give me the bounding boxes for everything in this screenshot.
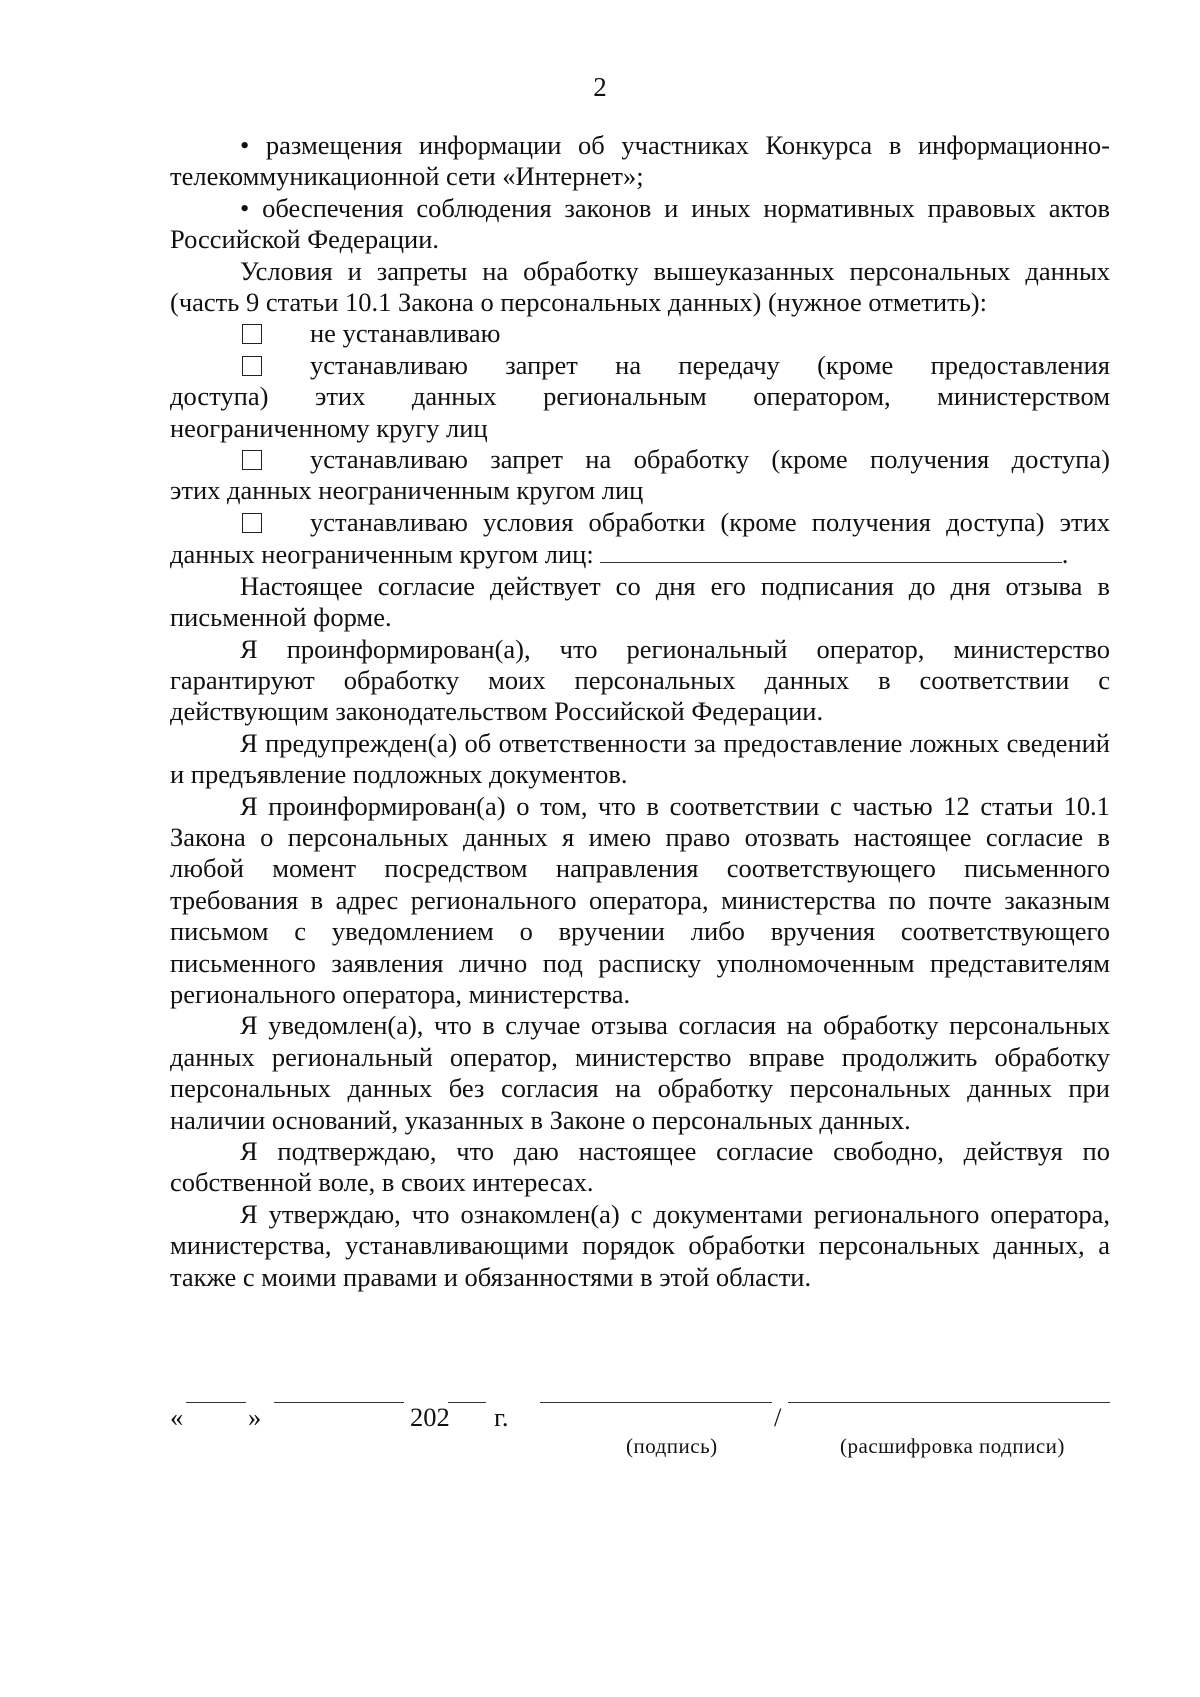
conditions-fill-line[interactable] xyxy=(600,538,1062,563)
option-transfer-ban-label-line2: доступа) этих данных региональным оператором, министерством xyxy=(170,381,1110,412)
signature-decoding-caption: (расшифровка подписи) xyxy=(840,1434,1065,1458)
date-year-prefix: 202 xyxy=(410,1402,450,1432)
paragraph-guarantee: Я проинформирован(а), что региональный оператор, министерство гарантируют обработку моих персональных данных в соответствии с действующим законодательством Российской Федерации. xyxy=(170,633,1110,727)
signature-caption: (подпись) xyxy=(626,1434,718,1458)
date-year-suffix: г. xyxy=(494,1402,509,1432)
paragraph-validity: Настоящее согласие действует со дня его подписания до дня отзыва в письменной форме. xyxy=(170,570,1110,633)
paragraph-purpose-1: • размещения информации об участниках Конкурса в информационно-телекоммуникационной сети «Интернет»; xyxy=(170,130,1110,192)
checkbox-processing-conditions[interactable] xyxy=(242,513,262,533)
option-not-set xyxy=(170,318,1110,349)
signature-slash: / xyxy=(774,1402,782,1432)
date-quote-open: « xyxy=(170,1402,184,1432)
option-processing-ban-label-line2: этих данных неограниченным кругом лиц xyxy=(170,475,644,506)
signature-decoding-line[interactable] xyxy=(788,1402,1110,1403)
paragraph-purpose-2: • обеспечения соблюдения законов и иных нормативных правовых актов Российской Федерации. xyxy=(170,192,1110,255)
option-processing-conditions-label-line1: устанавливаю условия обработки (кроме получения доступа) этих xyxy=(310,506,1110,537)
document-body xyxy=(170,130,1110,1293)
option-processing-ban xyxy=(170,444,1110,507)
date-month-line[interactable] xyxy=(274,1402,404,1403)
checkbox-processing-ban[interactable] xyxy=(242,450,262,470)
option-processing-conditions-label-line2: данных неограниченным кругом лиц: xyxy=(170,539,594,570)
date-quote-close: » xyxy=(248,1402,262,1432)
date-day-line[interactable] xyxy=(186,1402,246,1403)
option-transfer-ban-label-line3: неограниченному кругу лиц xyxy=(170,412,488,443)
paragraph-revocation-effect: Я уведомлен(а), что в случае отзыва согласия на обработку персональных данных региональный оператор, министерство вправе продолжить обработку персональных данных без согласия на обработку персональных данных при наличии оснований, указанных в Законе о персональных данных. xyxy=(170,1010,1110,1135)
checkbox-transfer-ban[interactable] xyxy=(242,356,262,376)
checkbox-not-set[interactable] xyxy=(242,324,262,344)
option-not-set-label: не устанавливаю xyxy=(310,318,501,349)
signature-line[interactable] xyxy=(540,1402,772,1403)
page-number: 2 xyxy=(593,72,607,102)
option-transfer-ban-label-line1: устанавливаю запрет на передачу (кроме предоставления xyxy=(310,349,1110,380)
conditions-end-period: . xyxy=(1061,539,1069,570)
paragraph-liability: Я предупрежден(а) об ответственности за предоставление ложных сведений и предъявление подложных документов. xyxy=(170,727,1110,790)
paragraph-free-consent: Я подтверждаю, что даю настоящее согласие свободно, действуя по собственной воле, в своих интересах. xyxy=(170,1136,1110,1198)
option-processing-conditions xyxy=(170,507,1110,571)
paragraph-acknowledgement: Я утверждаю, что ознакомлен(а) с документами регионального оператора, министерства, устанавливающими порядок обработки персональных данных, а также с моими правами и обязанностями в этой области. xyxy=(170,1198,1110,1292)
date-year-line[interactable] xyxy=(448,1402,486,1403)
paragraph-conditions-intro: Условия и запреты на обработку вышеуказанных персональных данных (часть 9 статьи 10.1 Закона о персональных данных) (нужное отметить): xyxy=(170,255,1110,318)
option-processing-ban-label-line1: устанавливаю запрет на обработку (кроме получения доступа) xyxy=(310,444,1110,475)
option-transfer-ban xyxy=(170,350,1110,444)
paragraph-revocation-right: Я проинформирован(а) о том, что в соответствии с частью 12 статьи 10.1 Закона о персональных данных я имею право отозвать настоящее согласие в любой момент посредством направления соответствующего письменного требования в адрес регионального оператора, министерства по почте заказным письмом с уведомлением о вручении либо вручения соответствующего письменного заявления лично под расписку уполномоченным представителям регионального оператора, министерства. xyxy=(170,790,1110,1009)
